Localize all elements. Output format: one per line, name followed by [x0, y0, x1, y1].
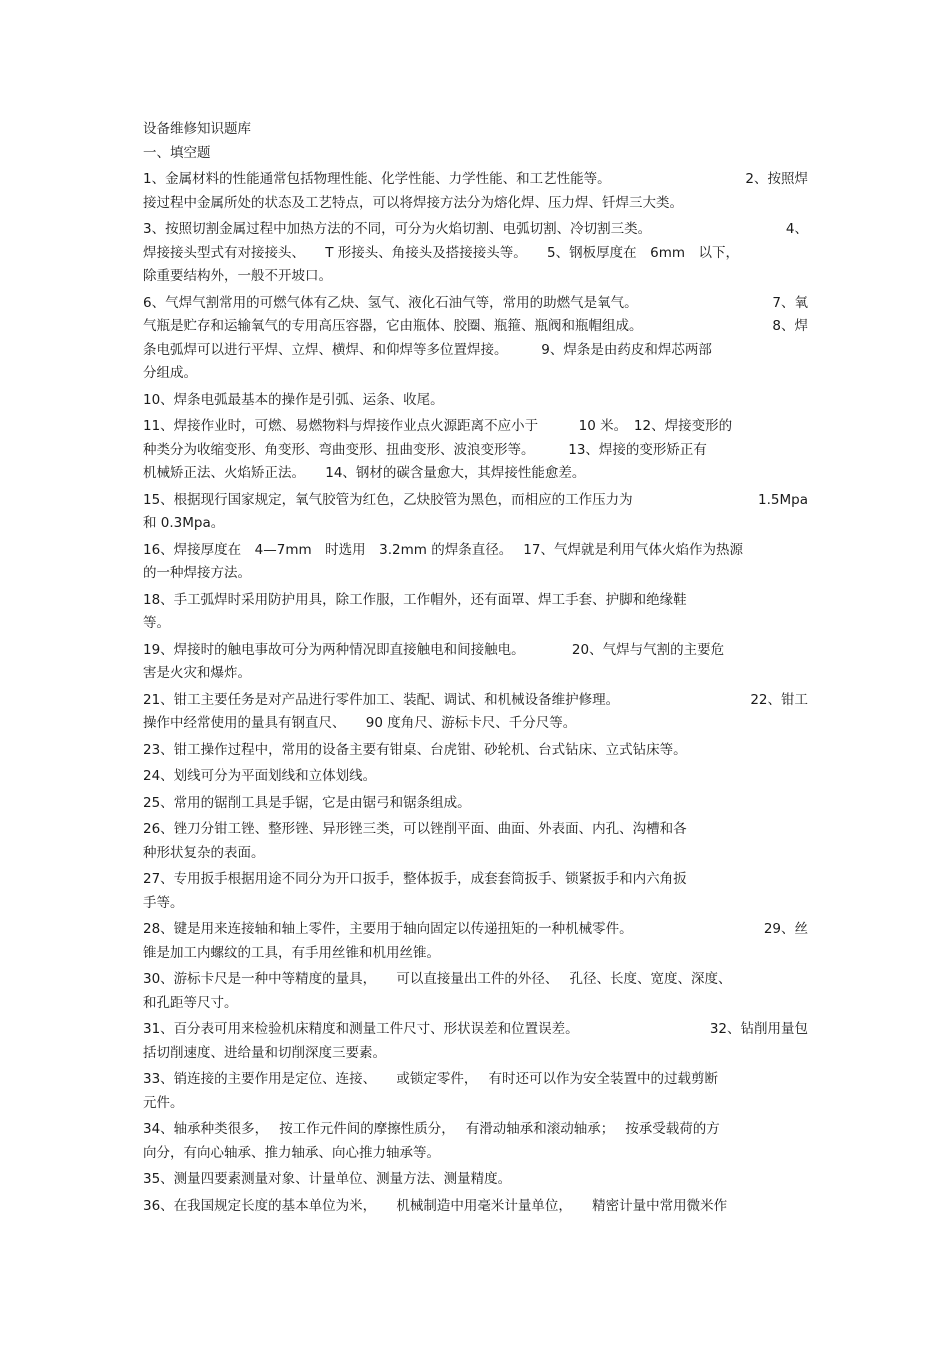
text-line: 35、测量四要素测量对象、计量单位、测量方法、测量精度。 [143, 1171, 512, 1187]
text-line: 24、划线可分为平面划线和立体划线。 [143, 768, 377, 784]
text-line: 分组成。 [143, 365, 197, 381]
text-line: 26、锉刀分钳工锉、整形锉、异形锉三类，可以锉削平面、曲面、外表面、内孔、沟槽和各 [143, 821, 687, 837]
text-line: 28、键是用来连接轴和轴上零件，主要用于轴向固定以传递扭矩的一种机械零件。 29、丝 [143, 921, 808, 937]
text-line: 接过程中金属所处的状态及工艺特点，可以将焊接方法分为熔化焊、压力焊、钎焊三大类。 [143, 194, 683, 211]
text-line: 锥是加工内螺纹的工具，有手用丝锥和机用丝锥。 [143, 944, 440, 961]
text-line: 种类分为收缩变形、角变形、弯曲变形、扭曲变形、波浪变形等。 13、焊接的变形矫正有 [143, 441, 707, 458]
text-line: 括切削速度、进给量和切削深度三要素。 [143, 1044, 386, 1061]
text-line: 31、百分表可用来检验机床精度和测量工件尺寸、形状误差和位置误差。 32、钻削用量包 [143, 1021, 808, 1037]
text-line: 27、专用扳手根据用途不同分为开口扳手，整体扳手，成套套筒扳手、锁紧扳手和内六角扳 [143, 871, 687, 887]
text-line: 的一种焊接方法。 [143, 565, 251, 581]
document-body [143, 118, 808, 1218]
text-line: 元件。 [143, 1094, 184, 1111]
text-line: 气瓶是贮存和运输氧气的专用高压容器，它由瓶体、胶圈、瓶箍、瓶阀和瓶帽组成。 8、焊 [143, 318, 808, 334]
text-line: 30、游标卡尺是一种中等精度的量具， 可以直接量出工件的外径、 孔径、长度、宽度、深度、 [143, 971, 732, 987]
text-line: 11、焊接作业时，可燃、易燃物料与焊接作业点火源距离不应小于 10 米。 12、焊接变形的 [143, 418, 733, 434]
text-line: 机械矫正法、火焰矫正法。 14、钢材的碳含量愈大，其焊接性能愈差。 [143, 465, 586, 481]
text-line: 害是火灾和爆炸。 [143, 665, 251, 681]
text-line: 和孔距等尺寸。 [143, 994, 238, 1011]
text-line: 操作中经常使用的量具有钢直尺、 90 度角尺、游标卡尺、千分尺等。 [143, 715, 577, 731]
text-line: 3、按照切割金属过程中加热方法的不同，可分为火焰切割、电弧切割、冷切割三类。 4、 [143, 221, 808, 237]
text-line: 34、轴承种类很多， 按工作元件间的摩擦性质分， 有滑动轴承和滚动轴承； 按承受载荷的方 [143, 1121, 720, 1137]
text-line: 15、根据现行国家规定，氧气胶管为红色，乙炔胶管为黑色，而相应的工作压力为 1.5Mpa [143, 491, 808, 508]
text-line: 25、常用的锯削工具是手锯，它是由锯弓和锯条组成。 [143, 794, 471, 811]
text-line: 16、焊接厚度在 4—7mm 时选用 3.2mm 的焊条直径。 17、气焊就是利用气体火焰作为热源 [143, 541, 743, 558]
text-line: 33、销连接的主要作用是定位、连接、 或锁定零件， 有时还可以作为安全装置中的过载剪断 [143, 1071, 718, 1087]
text-line: 手等。 [143, 894, 184, 911]
text-line: 6、气焊气割常用的可燃气体有乙炔、氢气、液化石油气等，常用的助燃气是氧气。 7、氧 [143, 294, 808, 311]
text-line: 和 0.3Mpa。 [143, 515, 225, 531]
text-line: 10、焊条电弧最基本的操作是引弧、运条、收尾。 [143, 391, 444, 408]
section-heading: 一、填空题 [143, 144, 211, 161]
text-line: 除重要结构外，一般不开坡口。 [143, 268, 332, 284]
text-line: 1、金属材料的性能通常包括物理性能、化学性能、力学性能、和工艺性能等。 2、按照焊 [143, 171, 808, 187]
text-line: 23、钳工操作过程中，常用的设备主要有钳桌、台虎钳、砂轮机、台式钻床、立式钻床等。 [143, 741, 687, 758]
text-line: 21、钳工主要任务是对产品进行零件加工、装配、调试、和机械设备维护修理。 22、钳工 [143, 691, 808, 708]
text-line: 种形状复杂的表面。 [143, 844, 265, 861]
text-line: 36、在我国规定长度的基本单位为米， 机械制造中用毫米计量单位， 精密计量中常用微米作 [143, 1197, 728, 1214]
text-line: 焊接接头型式有对接接头、 T 形接头、角接头及搭接接头等。 5、钢板厚度在 6mm 以下， [143, 244, 740, 261]
text-line: 18、手工弧焊时采用防护用具，除工作服，工作帽外，还有面罩、焊工手套、护脚和绝缘鞋 [143, 591, 687, 608]
text-line: 等。 [143, 615, 170, 631]
text-line: 向分，有向心轴承、推力轴承、向心推力轴承等。 [143, 1144, 440, 1161]
text-line: 条电弧焊可以进行平焊、立焊、横焊、和仰焊等多位置焊接。 9、焊条是由药皮和焊芯两部 [143, 341, 712, 358]
document-title: 设备维修知识题库 [143, 121, 251, 137]
text-line: 19、焊接时的触电事故可分为两种情况即直接触电和间接触电。 20、气焊与气割的主要危 [143, 641, 725, 658]
